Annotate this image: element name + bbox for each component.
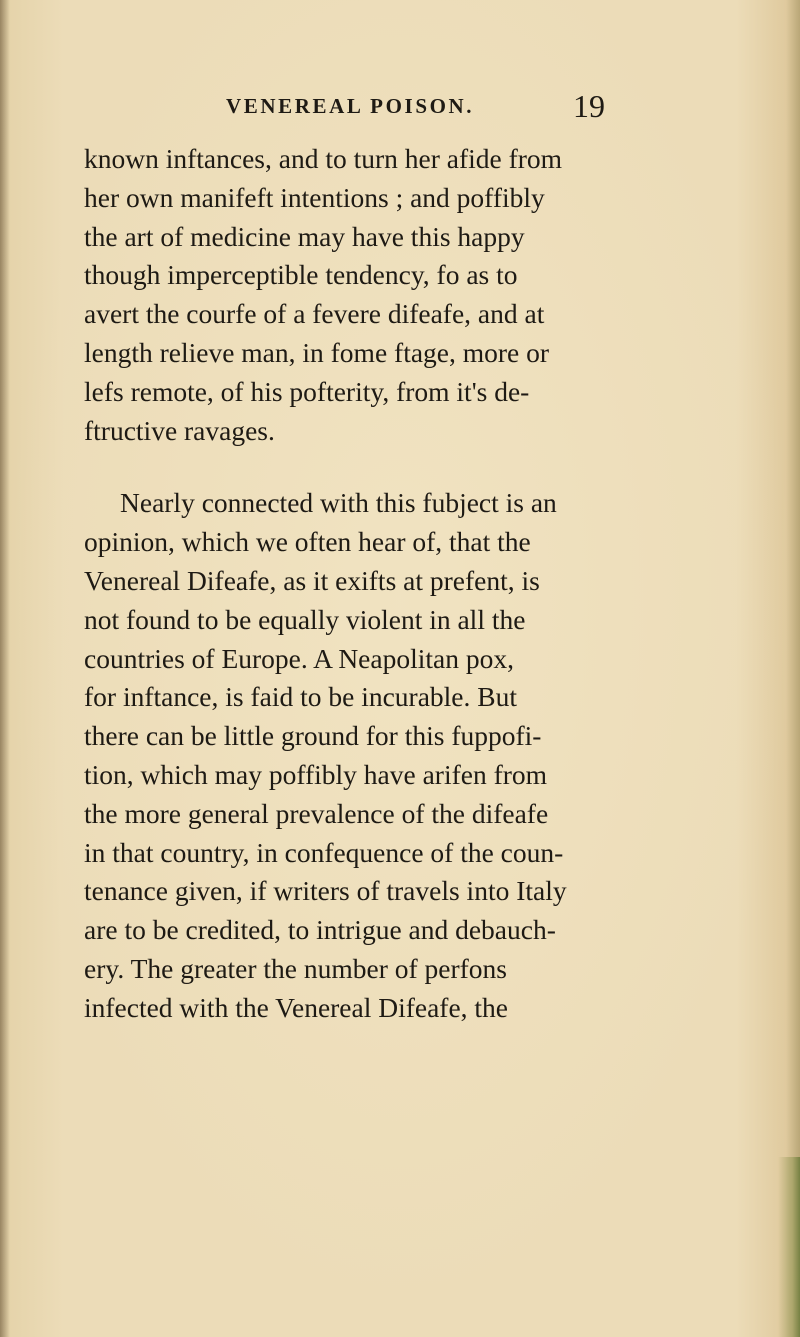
text-line: for inftance, is faid to be incurable. But xyxy=(84,681,517,713)
text-line: the more general prevalence of the difeafe xyxy=(84,797,549,829)
text-line: known inftances, and to turn her afide from xyxy=(84,143,563,174)
text-line: in that country, in confequence of the coun- xyxy=(84,836,564,868)
text-line: the art of medicine may have this happy xyxy=(84,220,525,252)
text-line: though imperceptible tendency, fo as to xyxy=(84,259,518,291)
text-line: Nearly connected with this fubject is an xyxy=(120,487,557,519)
text-line: infected with the Venereal Difeafe, the xyxy=(84,991,509,1023)
text-line: ery. The greater the number of perfons xyxy=(84,952,508,984)
text-line: Venereal Difeafe, as it exifts at prefent, is xyxy=(84,564,540,596)
text-line: her own manifeft intentions ; and poffibly xyxy=(84,181,545,213)
text-line: avert the courfe of a fevere difeafe, and at xyxy=(84,298,545,330)
paragraph xyxy=(84,140,724,450)
text-line: countries of Europe. A Neapolitan pox, xyxy=(84,642,514,674)
running-title: VENEREAL POISON. xyxy=(226,94,475,118)
page-edge-stain xyxy=(778,1157,800,1337)
text-line: lefs remote, of his pofterity, from it's de- xyxy=(84,375,530,407)
text-line: not found to be equally violent in all the xyxy=(84,603,526,635)
text-line: ftructive ravages. xyxy=(84,414,275,446)
gutter-shadow xyxy=(0,0,10,1337)
paragraph-gap xyxy=(84,450,724,484)
page-header xyxy=(226,88,626,128)
paragraph xyxy=(84,484,724,1027)
page-number: 19 xyxy=(573,88,605,124)
text-line: tenance given, if writers of travels into Italy xyxy=(84,875,567,907)
page-edge xyxy=(786,0,800,1337)
text-line: are to be credited, to intrigue and debauch- xyxy=(84,914,556,946)
body-text xyxy=(84,140,724,1028)
text-line: length relieve man, in fome ftage, more or xyxy=(84,336,550,368)
text-line: there can be little ground for this fuppofi- xyxy=(84,720,542,752)
text-line: opinion, which we often hear of, that the xyxy=(84,526,531,558)
text-line: tion, which may poffibly have arifen from xyxy=(84,758,548,790)
